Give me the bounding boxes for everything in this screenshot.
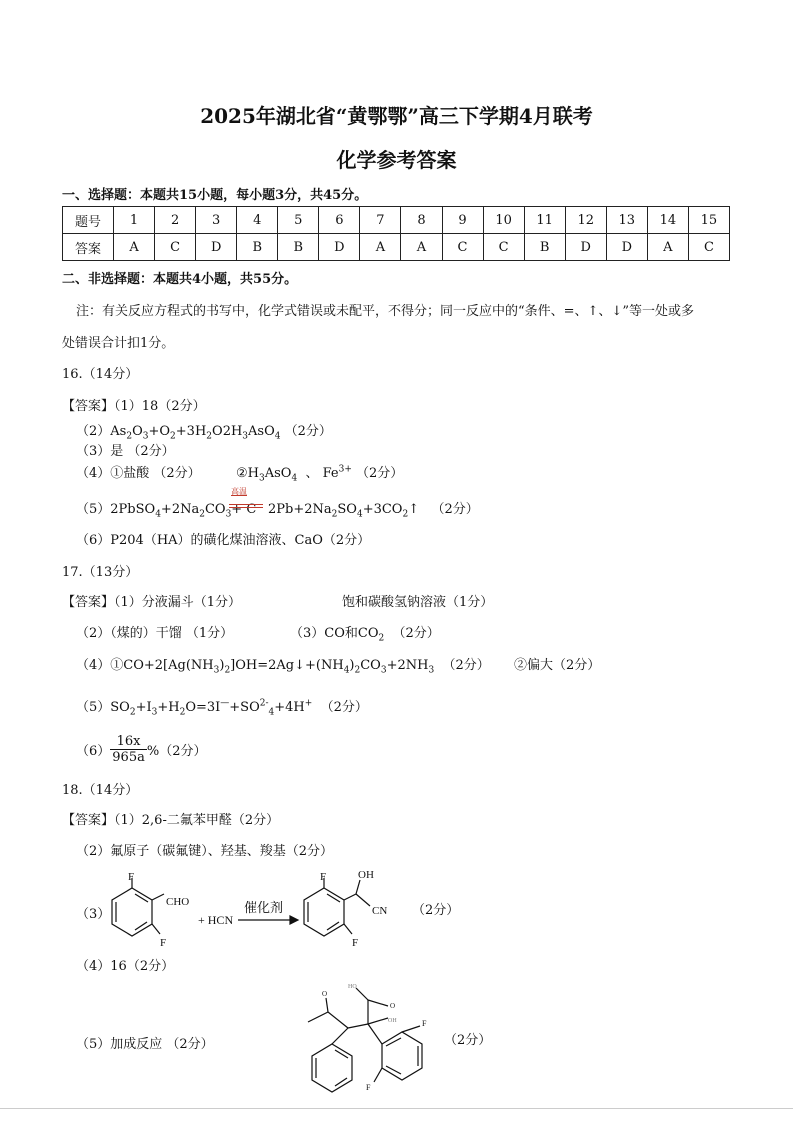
fluorine-label: F — [160, 937, 167, 949]
table-cell: 15 — [688, 207, 729, 234]
table-cell: 1 — [114, 207, 155, 234]
text: （2分） — [356, 466, 404, 481]
text: 2 — [126, 431, 133, 442]
text: +O — [148, 424, 171, 439]
text: 3 — [151, 707, 158, 718]
equation-left — [76, 498, 256, 520]
text: 2 — [170, 431, 176, 442]
denominator: 965a — [112, 750, 145, 765]
hydroxyl-label: OH — [388, 1018, 397, 1024]
answer-line: （2）（煤的）干馏 （1分） — [76, 626, 234, 641]
text: （2分） — [431, 502, 479, 517]
table-cell: C — [688, 234, 729, 261]
text: — — [220, 698, 230, 709]
product-structure — [270, 978, 520, 1100]
table-cell: B — [237, 234, 278, 261]
text: O=3I — [185, 700, 221, 715]
text: CO+2[Ag(NH — [123, 658, 214, 673]
table-cell: 6 — [319, 207, 360, 234]
answer-line — [290, 622, 440, 644]
numerator: 16x — [110, 734, 147, 750]
text: （2分） — [442, 658, 490, 673]
benzene-ring — [374, 1026, 422, 1082]
table-cell: 2 — [155, 207, 196, 234]
answer-line: （2）氟原子（碳氟键）、羟基、羧基（2分） — [76, 844, 334, 859]
oxygen-label: O — [390, 1002, 396, 1010]
table-cell: 4 — [237, 207, 278, 234]
answer-line — [76, 420, 332, 442]
benzene-ring — [304, 878, 370, 936]
note-line: 处错误合计扣1分。 — [62, 336, 175, 351]
catalyst-label: 催化剂 — [244, 901, 284, 916]
hydroxyl-label: OH — [358, 869, 374, 881]
text: （5）SO — [76, 700, 130, 715]
answer-label: （3） — [76, 907, 111, 922]
table-cell: D — [319, 234, 360, 261]
text: O2H — [212, 424, 243, 439]
table-row-label: 题号 — [63, 207, 114, 234]
question-header: 16.（14分） — [62, 367, 139, 382]
table-cell: D — [196, 234, 237, 261]
answer-line: 【答案】（1）2,6-二氟苯甲醛（2分） — [62, 813, 280, 828]
text: （6） — [76, 744, 111, 759]
answer-line: ②偏大（2分） — [514, 658, 601, 673]
text: （2分） — [392, 626, 440, 641]
text: 4 — [343, 665, 350, 676]
text: +H — [157, 700, 180, 715]
text: ) — [219, 658, 225, 673]
table-cell: 7 — [360, 207, 401, 234]
text: +I — [135, 700, 152, 715]
text: 3 — [142, 431, 149, 442]
reagent-label: + HCN — [198, 913, 234, 927]
text: 4 — [155, 509, 161, 520]
text: （4）① — [76, 658, 124, 673]
text: ②H — [236, 466, 259, 481]
section1-heading: 一、选择题：本题共15小题，每小题3分，共45分。 — [62, 188, 368, 203]
text: CO — [360, 658, 381, 673]
table-cell: A — [647, 234, 688, 261]
text: （2）As — [76, 424, 127, 439]
text: +3H — [175, 424, 207, 439]
text: +2Na — [160, 502, 200, 517]
text: 2 — [179, 707, 186, 718]
arrow-icon — [238, 916, 298, 924]
text: 3 — [225, 509, 232, 520]
answer-line: （6）P204（HA）的磺化煤油溶液、CaO（2分） — [76, 533, 371, 548]
molecule-skeleton — [308, 988, 388, 1044]
text: 2 — [354, 665, 361, 676]
text: 2 — [224, 665, 231, 676]
text: + C — [231, 502, 257, 517]
table-cell: 14 — [647, 207, 688, 234]
answer-line: 饱和碳酸氢钠溶液（1分） — [342, 595, 494, 610]
table-cell: A — [360, 234, 401, 261]
text: 4 — [356, 509, 363, 520]
answer-line — [236, 462, 403, 484]
text: + — [304, 698, 313, 709]
fluorine-label: F — [366, 1083, 371, 1092]
answer-line: （4）①盐酸 （2分） — [76, 466, 201, 481]
table-cell: D — [565, 234, 606, 261]
table-row — [63, 234, 730, 261]
text: （3）CO和CO — [290, 626, 379, 641]
text: ) — [349, 658, 355, 673]
text: 2 — [331, 509, 338, 520]
fluorine-label: F — [320, 871, 327, 883]
section2-heading: 二、非选择题：本题共4小题，共55分。 — [62, 272, 298, 287]
text: 2 — [378, 633, 385, 644]
table-cell: C — [483, 234, 524, 261]
table-cell: C — [155, 234, 196, 261]
table-cell: 5 — [278, 207, 319, 234]
table-cell: 8 — [401, 207, 442, 234]
fluorine-label: F — [422, 1019, 427, 1028]
text: +4H — [274, 700, 305, 715]
text: 2- — [259, 698, 269, 709]
table-cell: D — [606, 234, 647, 261]
page-title: 2025年湖北省“黄鄂鄂”高三下学期4月联考 — [200, 104, 593, 128]
text: +2NH — [386, 658, 429, 673]
text: ]OH=2Ag↓+(NH — [230, 658, 344, 673]
table-row-label: 答案 — [63, 234, 114, 261]
text: （2分） — [320, 700, 368, 715]
table-row — [63, 207, 730, 234]
text: 3 — [242, 431, 249, 442]
answer-line: 【答案】（1）18（2分） — [62, 399, 206, 414]
hydroxyl-label: HO — [348, 984, 357, 990]
text: %（2分） — [146, 744, 207, 759]
text: CO — [204, 502, 226, 517]
score-label: （2分） — [412, 903, 460, 918]
text: SO — [337, 502, 357, 517]
answer-line — [76, 734, 206, 765]
text: 4 — [268, 707, 275, 718]
answer-table — [62, 206, 730, 261]
table-cell: A — [114, 234, 155, 261]
reaction-scheme — [100, 866, 470, 956]
text: 3 — [428, 665, 435, 676]
text: 2Pb+2Na — [268, 502, 332, 517]
text: 4 — [291, 473, 298, 484]
score-label: （2分） — [444, 1033, 492, 1048]
text: 2 — [129, 707, 136, 718]
text: AsO — [248, 424, 275, 439]
text: （5）2PbSO — [76, 502, 156, 517]
cho-label: CHO — [166, 896, 190, 908]
answer-line: （4）16（2分） — [76, 959, 175, 974]
page-divider — [0, 1108, 793, 1109]
text: 、 Fe — [305, 466, 339, 481]
table-cell: 3 — [196, 207, 237, 234]
text: 3 — [213, 665, 220, 676]
table-cell: B — [524, 234, 565, 261]
fluorine-label: F — [128, 871, 135, 883]
table-cell: 13 — [606, 207, 647, 234]
text: ↑ — [408, 502, 420, 517]
table-cell: 9 — [442, 207, 483, 234]
equals-sign — [229, 504, 263, 508]
table-cell: C — [442, 234, 483, 261]
table-cell: B — [278, 234, 319, 261]
table-cell: 11 — [524, 207, 565, 234]
table-cell: A — [401, 234, 442, 261]
fluorine-label: F — [352, 937, 359, 949]
text: O — [132, 424, 143, 439]
text: AsO — [264, 466, 292, 481]
question-header: 18.（14分） — [62, 783, 139, 798]
text: +SO — [229, 700, 260, 715]
answer-line — [76, 654, 490, 676]
text: 2 — [206, 431, 213, 442]
reaction-condition: 高温 — [231, 487, 247, 496]
benzene-ring — [112, 878, 164, 936]
answer-line: 【答案】（1）分液漏斗（1分） — [62, 595, 242, 610]
question-header: 17.（13分） — [62, 565, 139, 580]
table-cell: 12 — [565, 207, 606, 234]
text: 3 — [380, 665, 387, 676]
text: 3+ — [338, 464, 352, 475]
fraction — [110, 734, 147, 765]
equation-right — [268, 498, 479, 520]
text: （2分） — [284, 424, 332, 439]
benzene-ring — [312, 1044, 352, 1092]
answer-line: （3）是 （2分） — [76, 444, 175, 459]
table-cell: 10 — [483, 207, 524, 234]
text: 2 — [402, 509, 409, 520]
text: 2 — [199, 509, 205, 520]
cyano-label: CN — [372, 905, 388, 917]
oxygen-label: O — [322, 990, 328, 998]
text: 4 — [274, 431, 281, 442]
answer-line: （5）加成反应 （2分） — [76, 1037, 214, 1052]
note-line: 注：有关反应方程式的书写中，化学式错误或未配平，不得分；同一反应中的“条件、=、↑、↓”等一处或多 — [76, 304, 694, 319]
answer-line — [76, 696, 368, 718]
text: +3CO — [362, 502, 403, 517]
text: 3 — [259, 473, 265, 484]
page-subtitle: 化学参考答案 — [336, 148, 457, 172]
